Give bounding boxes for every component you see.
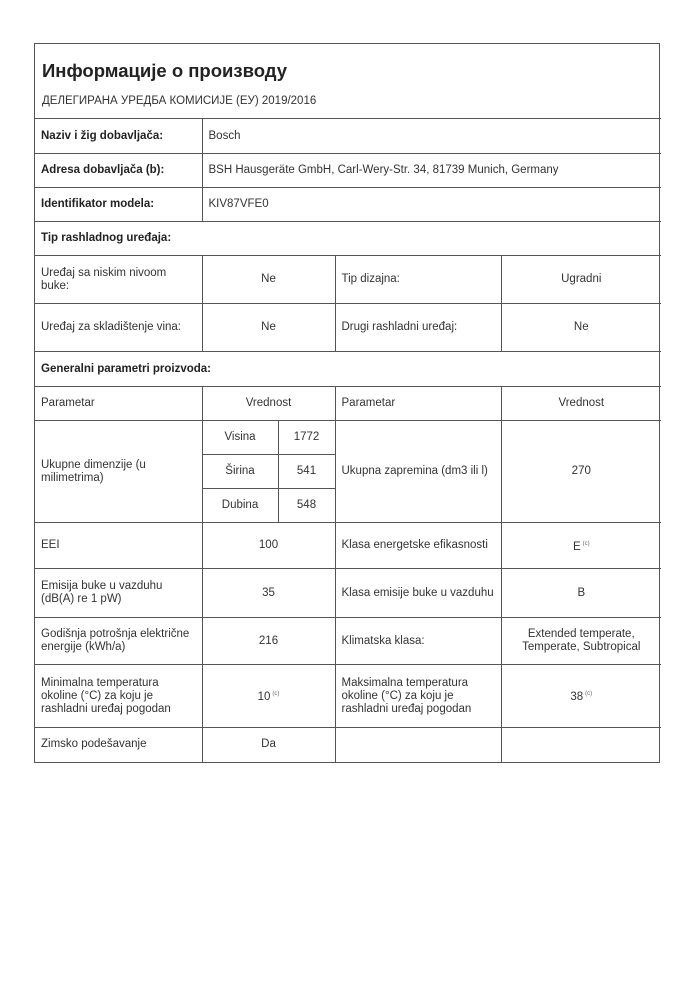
dimensions-row (35, 421, 661, 455)
regulation-subtitle: ДЕЛЕГИРАНА УРЕДБА КОМИСИЈЕ (ЕУ) 2019/2016 (42, 95, 317, 107)
min-temp-label: Minimalna temperatura okoline (°C) za koju je rashladni uređaj pogodan (35, 665, 202, 728)
design-type-value: Ugradni (501, 256, 661, 304)
noise-label: Emisija buke u vazduhu (dB(A) re 1 pW) (35, 569, 202, 618)
min-temp-value: 10 (257, 690, 271, 703)
noise-row (35, 569, 661, 618)
low-noise-label: Uređaj sa niskim nivoom buke: (35, 256, 202, 304)
wine-storage-value: Ne (202, 304, 335, 352)
general-section-row (35, 352, 661, 387)
winter-row (35, 728, 661, 762)
column-header-parameter: Parametar (35, 387, 202, 421)
device-type-row (35, 304, 661, 352)
column-header-parameter: Parametar (335, 387, 501, 421)
column-header-value: Vrednost (202, 387, 335, 421)
consumption-label: Godišnja potrošnja električne energije (kWh/a) (35, 618, 202, 665)
min-temp-cell (202, 665, 335, 728)
supplier-name-row (35, 119, 661, 154)
header-cell (35, 44, 661, 119)
supplier-address-label: Adresa dobavljača (b): (35, 154, 202, 188)
winter-value: Da (202, 728, 335, 762)
climate-class-value: Extended temperate, Temperate, Subtropical (501, 618, 661, 665)
empty-cell (501, 728, 661, 762)
width-label: Širina (202, 455, 278, 489)
noise-class-value: B (501, 569, 661, 618)
depth-value: 548 (278, 489, 335, 523)
empty-cell (335, 728, 501, 762)
height-value: 1772 (278, 421, 335, 455)
device-type-section-row (35, 222, 661, 256)
energy-class-cell (501, 523, 661, 569)
eei-label: EEI (35, 523, 202, 569)
column-header-value: Vrednost (501, 387, 661, 421)
general-section-label: Generalni parametri proizvoda: (35, 352, 661, 387)
noise-class-label: Klasa emisije buke u vazduhu (335, 569, 501, 618)
width-value: 541 (278, 455, 335, 489)
supplier-name-label: Naziv i žig dobavljača: (35, 119, 202, 154)
max-temp-cell (501, 665, 661, 728)
height-label: Visina (202, 421, 278, 455)
supplier-address-value: BSH Hausgeräte GmbH, Carl-Wery-Str. 34, 81739 Munich, Germany (202, 154, 661, 188)
model-id-value: KIV87VFE0 (202, 188, 661, 222)
model-id-row (35, 188, 661, 222)
energy-class-label: Klasa energetske efikasnosti (335, 523, 501, 569)
design-type-label: Tip dizajna: (335, 256, 501, 304)
other-appliance-label: Drugi rashladni uređaj: (335, 304, 501, 352)
volume-label: Ukupna zapremina (dm3 ili l) (335, 421, 501, 523)
eei-row (35, 523, 661, 569)
product-info-sheet (34, 43, 660, 763)
device-type-section-label: Tip rashladnog uređaja: (35, 222, 661, 256)
device-type-row (35, 256, 661, 304)
column-header-row (35, 387, 661, 421)
consumption-row (35, 618, 661, 665)
volume-value: 270 (501, 421, 661, 523)
note-marker: (c) (272, 691, 280, 698)
eei-value: 100 (202, 523, 335, 569)
depth-label: Dubina (202, 489, 278, 523)
max-temp-label: Maksimalna temperatura okoline (°C) za koju je rashladni uređaj pogodan (335, 665, 501, 728)
wine-storage-label: Uređaj za skladištenje vina: (35, 304, 202, 352)
page-title: Информације о производу (42, 60, 288, 81)
product-info-table (35, 44, 661, 762)
noise-value: 35 (202, 569, 335, 618)
supplier-address-row (35, 154, 661, 188)
max-temp-value: 38 (570, 690, 584, 703)
consumption-value: 216 (202, 618, 335, 665)
note-marker: (c) (582, 540, 590, 547)
dimensions-label: Ukupne dimenzije (u milimetrima) (35, 421, 202, 523)
winter-label: Zimsko podešavanje (35, 728, 202, 762)
other-appliance-value: Ne (501, 304, 661, 352)
temperature-row (35, 665, 661, 728)
climate-class-label: Klimatska klasa: (335, 618, 501, 665)
supplier-name-value: Bosch (202, 119, 661, 154)
low-noise-value: Ne (202, 256, 335, 304)
note-marker: (c) (585, 691, 593, 698)
energy-class-value: E (572, 540, 581, 553)
model-id-label: Identifikator modela: (35, 188, 202, 222)
header-row (35, 44, 661, 119)
